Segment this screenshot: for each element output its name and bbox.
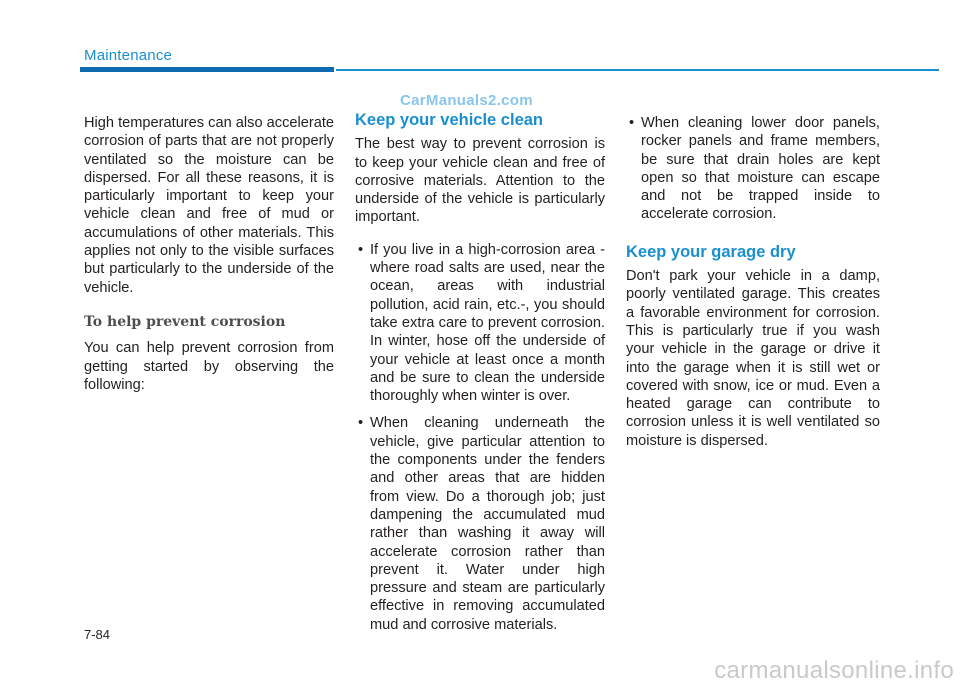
list-item: • When cleaning lower door panels, rocker panels and frame members, be sure that drain holes are kept open so that moisture can escape and not be trapped inside to accelerate corrosion. (626, 114, 880, 224)
bullet-list (355, 241, 605, 634)
bullet-list (626, 114, 880, 224)
column-1-body: You can help prevent corrosion from getting started by observing the following: (84, 340, 334, 393)
heading-keep-vehicle-clean: Keep your vehicle clean (355, 111, 544, 129)
column-3 (626, 114, 880, 450)
list-item: • If you live in a high-corrosion area - where road salts are used, near the ocean, areas with industrial pollution, acid rain, etc.-, you should take extra care to prevent corrosion. In winter, hose off the underside of your vehicle at least once a month and be sure to clean the underside thoroughly when winter is over. (355, 241, 605, 406)
column-1 (84, 114, 334, 394)
section-label: Maintenance (84, 47, 173, 64)
page-number: 7-84 (84, 627, 111, 642)
header-rule-light (336, 69, 939, 71)
watermark-top[interactable]: CarManuals2.com (400, 92, 533, 109)
column-3-body: Don't park your vehicle in a damp, poorly ventilated garage. This creates a favorable environment for corrosion. This is particularly true if you wash your vehicle in the garage or drive it into the garage when it is still wet or covered with snow, ice or mud. Even a heated garage can contribute to corrosion unless it is well ventilated so moisture is dispersed. (626, 268, 880, 449)
header-rule-dark (80, 67, 334, 72)
column-1-intro: High temperatures can also accelerate corrosion of parts that are not properly ventilated so the moisture can be dispersed. For all these reasons, it is particularly important to keep your vehicle clean and free of mud or accumulations of other materials. This applies not only to the visible surfaces but particularly to the underside of the vehicle. (84, 115, 334, 296)
list-item: • When cleaning underneath the vehicle, give particular attention to the components under the fenders and other areas that are hidden from view. Do a thorough job; just dampening the accumulated mud rather than washing it away will accelerate corrosion rather than prevent it. Water under high pressure and steam are particularly effective in removing accumulated mud and corrosive materials. (355, 414, 605, 634)
column-2 (355, 111, 605, 643)
heading-keep-garage-dry: Keep your garage dry (626, 242, 796, 261)
column-2-intro: The best way to prevent corrosion is to keep your vehicle clean and free of corrosive materials. Attention to the underside of the vehicle is particularly important. (355, 136, 605, 226)
spacer (355, 227, 605, 241)
watermark-bottom[interactable]: carmanualsonline.info (714, 657, 954, 684)
subheading-prevent-corrosion: To help prevent corrosion (84, 313, 286, 330)
